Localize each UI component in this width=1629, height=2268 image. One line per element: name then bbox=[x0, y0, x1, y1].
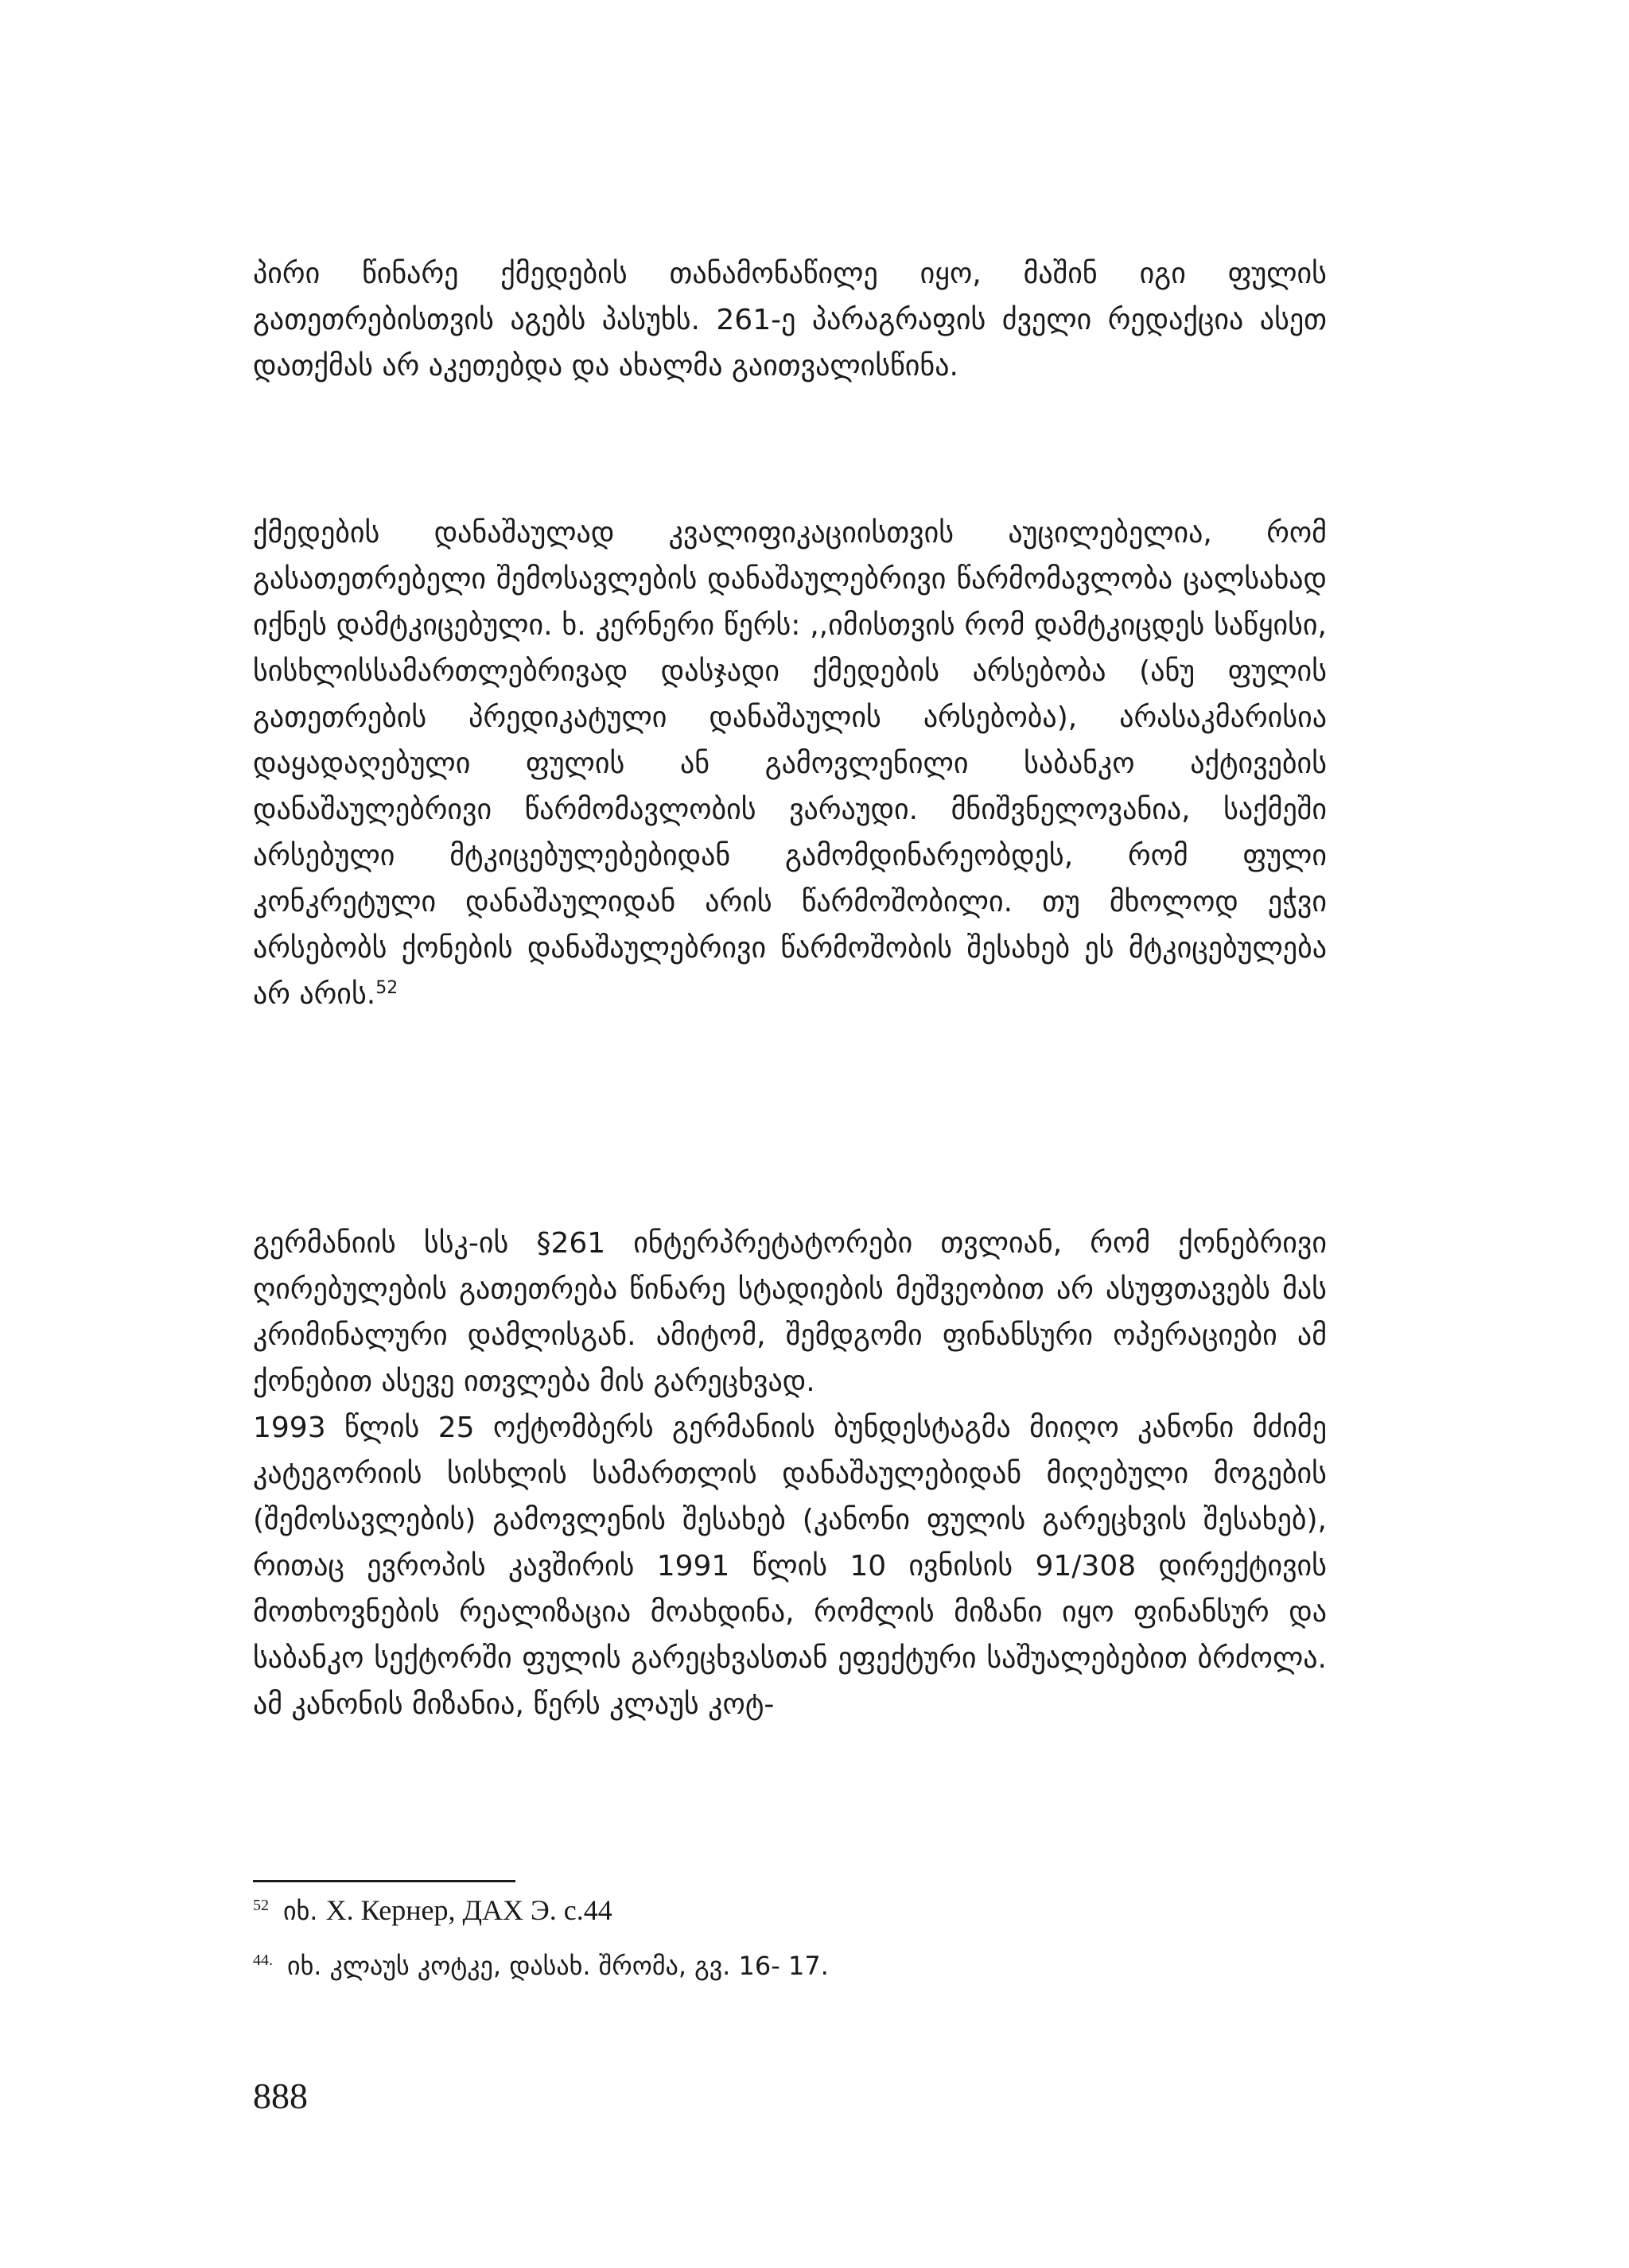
paragraph-4-text: 1993 წლის 25 ოქტომბერს გერმანიის ბუნდესტაგმა მიიღო კანონი მძიმე კატეგორიის სისხლის სამართლის დანაშაულებიდან მიღებული მოგების (შემოსავლების) გამოვლენის შესახებ (კანონი ფულის გარეცხვის შესახებ), რითაც ევროპის კავშირის 1991 წლის 10 ივნისის 91/308 დირექტივის მოთხოვნების რეალიზაცია მოახდინა, რომლის მიზანი იყო ფინანსურ და საბანკო სექტორში ფულის გარეცხვასთან ეფექტური საშუალებებით ბრძოლა. ამ კანონის მიზანია, წერს კლაუს კოტ- bbox=[253, 1412, 1327, 1721]
footnote-reference: 52 bbox=[375, 978, 399, 998]
paragraph-3 bbox=[253, 1221, 1327, 1728]
footnote-2-number: 44. bbox=[253, 1951, 273, 1970]
footnote-1-number: 52 bbox=[253, 1897, 269, 1915]
paragraph-2 bbox=[253, 511, 1327, 1018]
footnote-1 bbox=[253, 1891, 612, 1930]
footnote-1-prefix: იხ. bbox=[283, 1896, 318, 1926]
paragraph-1 bbox=[253, 251, 1327, 390]
paragraph-2-text: ქმედების დანაშაულად კვალიფიკაციისთვის აუცილებელია, რომ გასათეთრებელი შემოსავლების დანაშაულებრივი წარმომავლობა ცალსახად იქნეს დამტკიცებული. ხ. კერნერი წერს: ,,იმისთვის რომ დამტკიცდეს საწყისი, სისხლისსამართლებრივად დასჯადი ქმედების არსებობა (ანუ ფულის გათეთრების პრედიკატული დანაშაულის არსებობა), არასაკმარისია დაყადაღებული ფულის ან გამოვლენილი საბანკო აქტივების დანაშაულებრივი წარმომავლობის ვარაუდი. მნიშვნელოვანია, საქმეში არსებული მტკიცებულებებიდან გამომდინარეობდეს, რომ ფული კონკრეტული დანაშაულიდან არის წარმოშობილი. თუ მხოლოდ ეჭვი არსებობს ქონების დანაშაულებრივი წარმოშობის შესახებ ეს მტკიცებულება არ არის. bbox=[253, 517, 1327, 1011]
footnote-2 bbox=[253, 1947, 829, 1985]
footnote-2-text: იხ. კლაუს კოტკე, დასახ. შრომა, გვ. 16- 17. bbox=[287, 1951, 829, 1981]
footnote-separator bbox=[253, 1880, 515, 1882]
page-number: 888 bbox=[253, 2076, 308, 2116]
footnote-1-text: Х. Кернер, ДАХ Э. с.44 bbox=[325, 1894, 612, 1926]
paragraph-3-text: გერმანიის სსკ-ის §261 ინტერპრეტატორები თვლიან, რომ ქონებრივი ღირებულების გათეთრება წინარე სტადიების მეშვეობით არ ასუფთავებს მას კრიმინალური დამლისგან. ამიტომ, შემდგომი ფინანსური ოპერაციები ამ ქონებით ასევე ითვლება მის გარეცხვად. bbox=[253, 1227, 1327, 1398]
paragraph-1-text: პირი წინარე ქმედების თანამონაწილე იყო, მაშინ იგი ფულის გათეთრებისთვის აგებს პასუხს. 261-ე პარაგრაფის ძველი რედაქცია ასეთ დათქმას არ აკეთებდა და ახალმა გაითვალისწინა. bbox=[253, 258, 1327, 383]
